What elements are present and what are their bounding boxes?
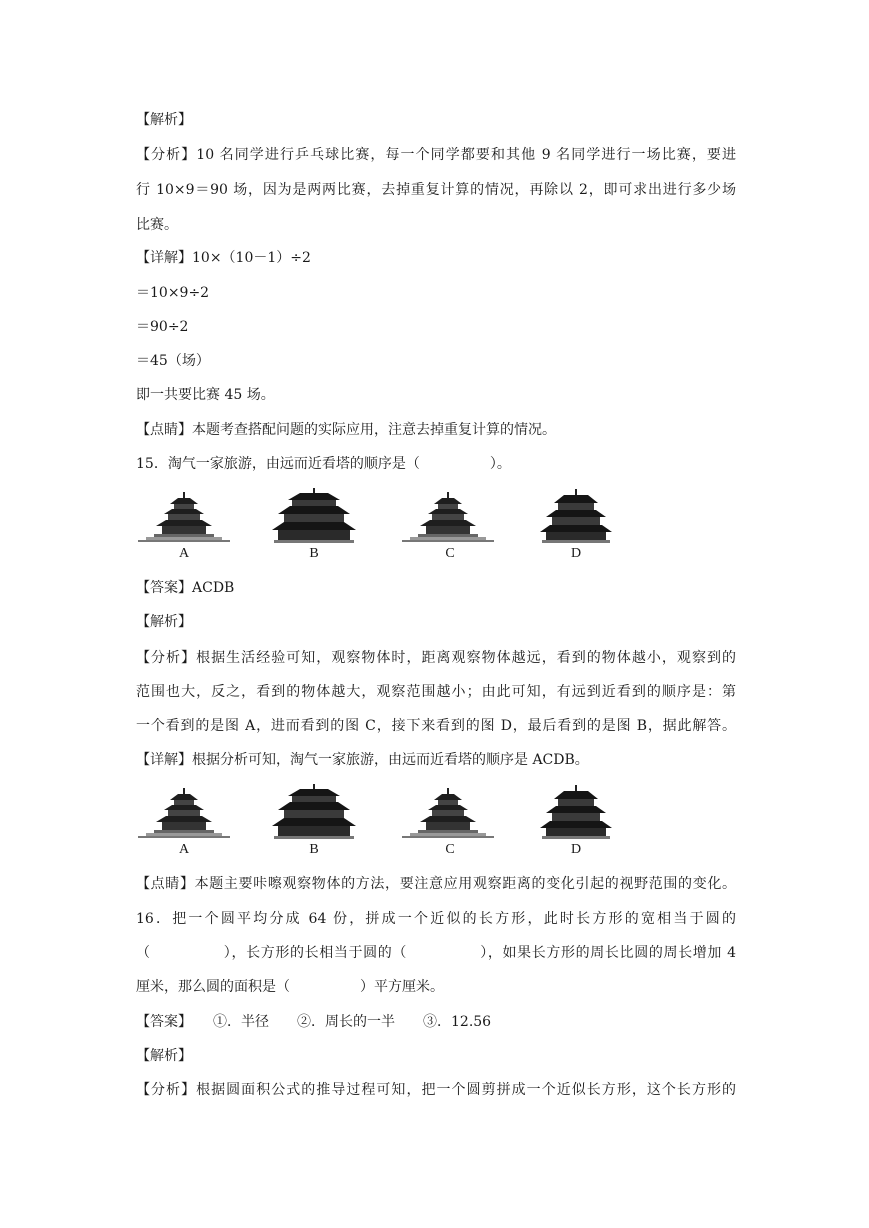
solution-heading-15: 【解析】 [136,614,192,630]
temple-a-image [136,488,232,546]
analysis-line-2: 行 10×9＝90 场，因为是两两比赛，去掉重复计算的情况，再除以 2，即可求出进行多少场 [136,182,736,198]
question-15: 15．淘气一家旅游，由远而近看塔的顺序是（ ）。 [136,456,511,472]
temple-b-label-2: B [309,842,319,857]
comment-15: 【点睛】本题主要咔嚓观察物体的方法，要注意应用观察距离的变化引起的视野范围的变化。 [136,876,736,892]
temple-b-label: B [309,546,319,561]
detail-15: 【详解】根据分析可知，淘气一家旅游，由远而近看塔的顺序是 ACDB。 [136,752,589,768]
temple-b-image [272,488,356,546]
detail-line-3: ＝90÷2 [136,319,189,335]
solution-heading-16: 【解析】 [136,1048,192,1064]
analysis-15-line-2: 范围也大，反之，看到的物体越大，观察范围越小；由此可知，有远到近看到的顺序是：第 [136,684,736,700]
temple-c-image [400,488,496,546]
temple-c-image-2 [400,784,496,842]
temple-figure-1 [136,488,616,560]
analysis-line-1: 【分析】10 名同学进行乒乓球比赛，每一个同学都要和其他 9 名同学进行一场比赛，要进 [136,147,736,163]
solution-heading: 【解析】 [136,112,192,128]
analysis-line-3: 比赛。 [136,217,178,233]
answer-16: 【答案】 ①．半径 ②．周长的一半 ③．12.56 [136,1014,492,1030]
analysis-15-line-3: 一个看到的是图 A，进而看到的图 C，接下来看到的图 D，最后看到的是图 B，据此解答。 [136,718,736,734]
detail-line-4: ＝45（场） [136,353,210,369]
analysis-15-line-1: 【分析】根据生活经验可知，观察物体时，距离观察物体越远，看到的物体越小，观察到的 [136,650,736,666]
temple-d-label-2: D [570,842,582,857]
temple-c-label: C [445,546,455,561]
question-16-line-1: 16．把一个圆平均分成 64 份，拼成一个近似的长方形，此时长方形的宽相当于圆的 [136,911,736,927]
temple-figure-2 [136,784,616,856]
temple-d-label: D [570,546,582,561]
detail-conclusion: 即一共要比赛 45 场。 [136,387,275,403]
temple-a-label-2: A [178,842,190,857]
analysis-16-line-1: 【分析】根据圆面积公式的推导过程可知，把一个圆剪拼成一个近似长方形，这个长方形的 [136,1082,736,1098]
detail-line-1: 【详解】10×（10－1）÷2 [136,250,311,266]
detail-line-2: ＝10×9÷2 [136,285,210,301]
temple-b-image-2 [272,784,356,842]
comment-line: 【点睛】本题考查搭配问题的实际应用，注意去掉重复计算的情况。 [136,422,556,438]
temple-d-image-2 [540,784,612,842]
temple-c-label-2: C [445,842,455,857]
question-16-line-3: 厘米，那么圆的面积是（ ）平方厘米。 [136,979,444,995]
question-16-line-2: （ ），长方形的长相当于圆的（ ），如果长方形的周长比圆的周长增加 4 [136,945,736,961]
temple-d-image [540,488,612,546]
temple-a-label: A [178,546,190,561]
temple-a-image-2 [136,784,232,842]
answer-15: 【答案】ACDB [136,580,235,596]
